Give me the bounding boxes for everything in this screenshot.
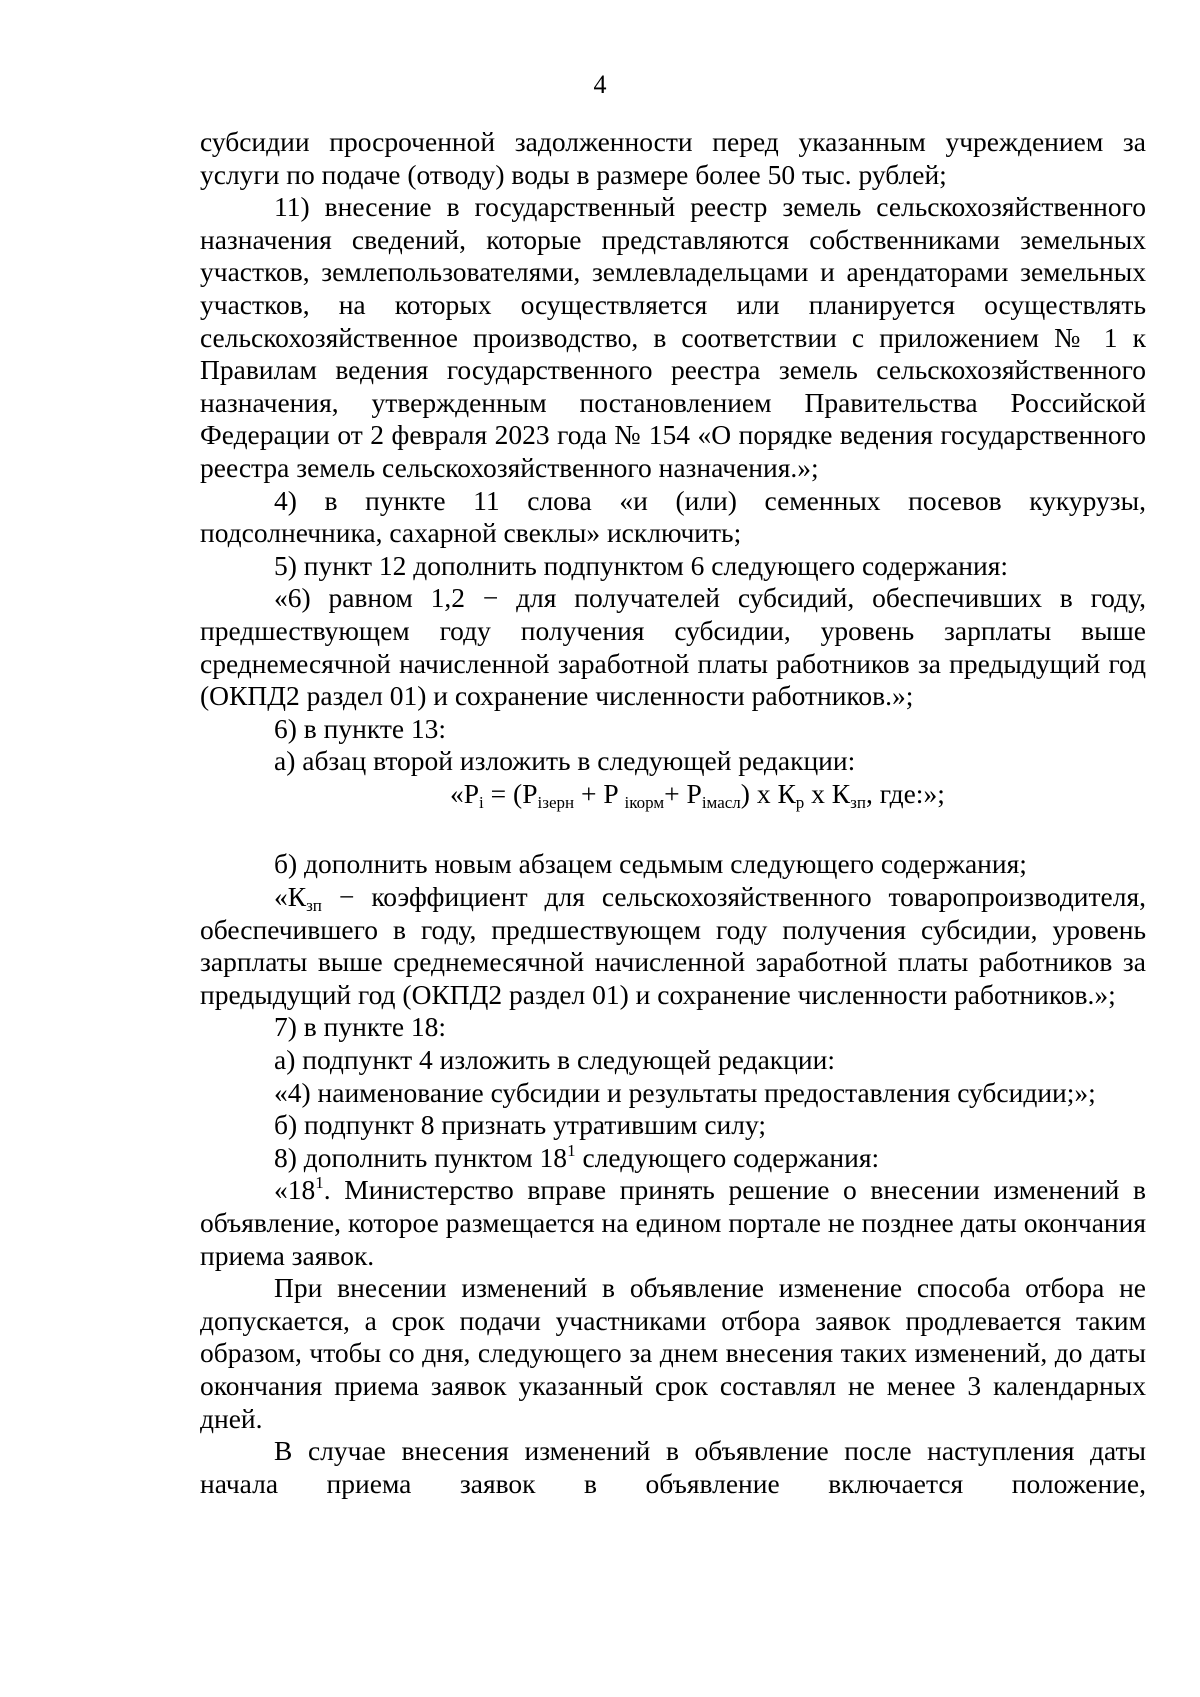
text-part: «18	[274, 1174, 316, 1206]
page-number: 4	[593, 70, 607, 99]
paragraph: 7) в пункте 18:	[274, 1011, 447, 1043]
formula	[200, 778, 1146, 811]
paragraph	[200, 881, 1146, 1011]
formula-subscript: iмасл	[701, 792, 741, 812]
formula-part: «P	[450, 777, 480, 809]
paragraph: «4) наименование субсидии и результаты предоставления субсидии;»;	[274, 1076, 1096, 1108]
formula-part: + P	[664, 777, 702, 809]
paragraph: а) подпункт 4 изложить в следующей редакции:	[274, 1044, 835, 1076]
paragraph: В случае внесения изменений в объявление после наступления даты начала приема заявок в объявление включается положение,	[200, 1435, 1146, 1499]
paragraph: 6) в пункте 13:	[274, 712, 447, 744]
formula-part: ) х К	[740, 777, 796, 809]
text-part: 8) дополнить пунктом 18	[274, 1141, 568, 1173]
paragraph: 11) внесение в государственный реестр земель сельскохозяйственного назначения сведений, которые представляются собственниками земельных участков, землепользователями, землевладельцами и арендаторами земельных участков, на которых осуществляется или планируется осуществлять сельскохозяйственное производство, в соответствии с приложением № 1 к Правилам ведения государственного реестра земель сельскохозяйственного назначения, утвержденным постановлением Правительства Российской Федерации от 2 февраля 2023 года № 154 «О порядке ведения государственного реестра земель сельскохозяйственного назначения.»;	[200, 191, 1146, 483]
formula-part: + P	[574, 777, 625, 809]
text-part: . Министерство вправе принять решение о внесении изменений в объявление, которое размещается на едином портале не позднее даты окончания приема заявок.	[200, 1174, 1146, 1271]
formula-subscript: iкорм	[624, 792, 665, 812]
text-part: следующего содержания:	[575, 1141, 880, 1173]
paragraph	[200, 1142, 1146, 1175]
formula-part: х К	[804, 777, 851, 809]
paragraph: субсидии просроченной задолженности перед указанным учреждением за услуги по подаче (отводу) воды в размере более 50 тыс. рублей;	[200, 126, 1146, 190]
paragraph: б) подпункт 8 признать утратившим силу;	[274, 1109, 766, 1141]
superscript: 1	[567, 1140, 576, 1160]
paragraph: 4) в пункте 11 слова «и (или) семенных посевов кукурузы, подсолнечника, сахарной свеклы» исключить;	[200, 484, 1146, 549]
paragraph	[200, 1174, 1146, 1272]
document-body	[200, 126, 1146, 1500]
spacer	[200, 810, 1146, 848]
superscript: 1	[315, 1173, 324, 1193]
paragraph: а) абзац второй изложить в следующей редакции:	[274, 745, 856, 777]
formula-part: , где:»;	[865, 777, 945, 809]
formula-subscript: зп	[850, 792, 866, 812]
formula-subscript: р	[795, 792, 805, 812]
paragraph: При внесении изменений в объявление изменение способа отбора не допускается, а срок подачи участниками отбора заявок продлевается таким образом, чтобы со дня, следующего за днем внесения таких изменений, до даты окончания приема заявок указанный срок составлял не менее 3 календарных дней.	[200, 1272, 1146, 1434]
paragraph: б) дополнить новым абзацем седьмым следующего содержания;	[274, 848, 1027, 880]
subscript: зп	[306, 896, 322, 916]
paragraph: «6) равном 1,2 − для получателей субсидий, обеспечивших в году, предшествующем году получения субсидии, уровень зарплаты выше среднемесячной начисленной заработной платы работников за предыдущий год (ОКПД2 раздел 01) и сохранение численности работников.»;	[200, 582, 1146, 712]
paragraph: 5) пункт 12 дополнить подпунктом 6 следующего содержания:	[274, 549, 1009, 581]
text-part: − коэффициент для сельскохозяйственного товаропроизводителя, обеспечившего в году, предшествующем году получения субсидии, уровень зарплаты выше среднемесячной начисленной заработной платы работников за предыдущий год (ОКПД2 раздел 01) и сохранение численности работников.»;	[200, 881, 1146, 1010]
text-part: «К	[274, 881, 307, 913]
formula-subscript: i	[479, 792, 484, 812]
formula-subscript: iзерн	[537, 792, 575, 812]
formula-part: = (P	[483, 777, 538, 809]
